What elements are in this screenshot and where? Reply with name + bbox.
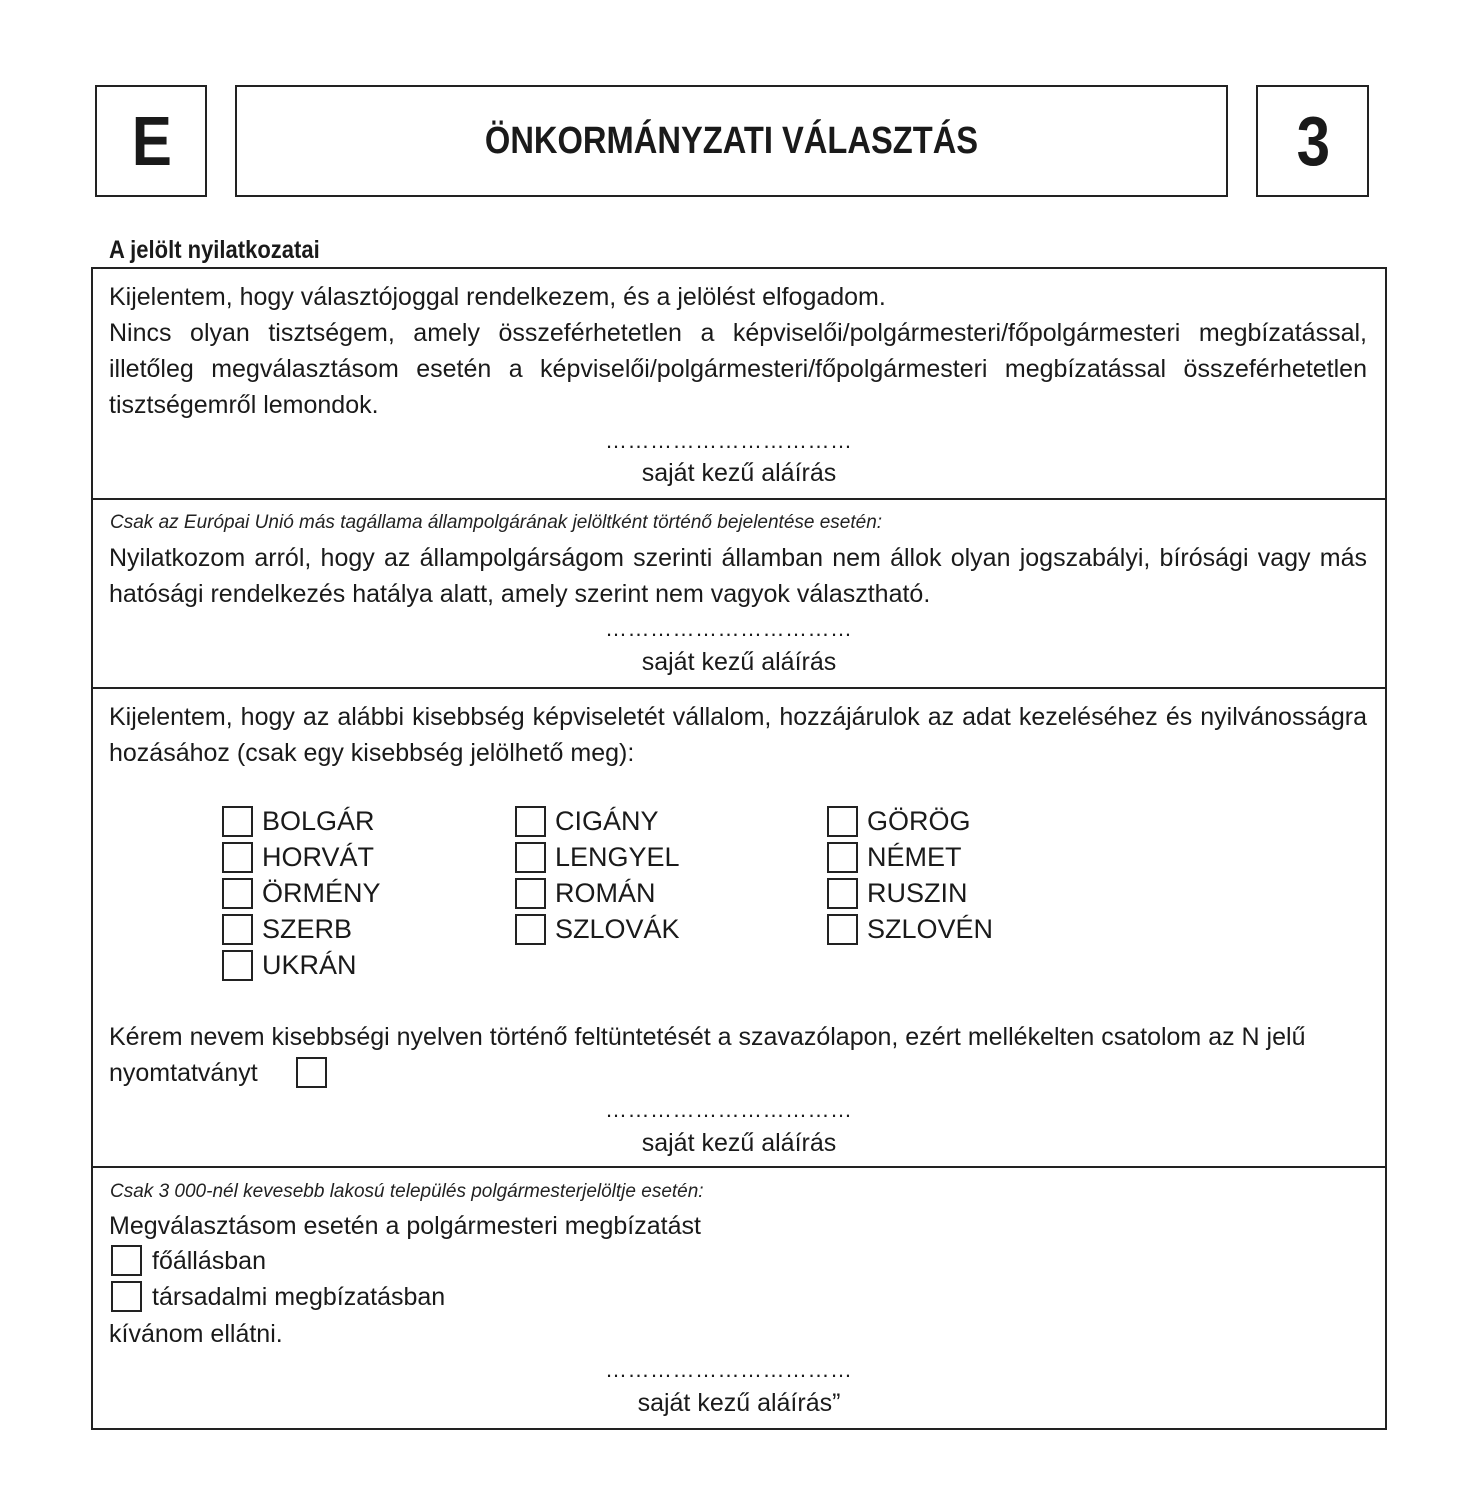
minority-label: GÖRÖG [867,806,971,836]
minority-checkbox-roman[interactable] [515,878,546,909]
minority-label: RUSZIN [867,878,968,908]
full-time-label: főállásban [152,1247,266,1275]
minority-label: SZLOVÉN [867,914,994,944]
minority-checkbox-cigany[interactable] [515,806,546,837]
form-title-box [235,85,1228,197]
minority-label: NÉMET [867,842,962,872]
minority-label: BOLGÁR [262,806,375,836]
minority-label: CIGÁNY [555,806,659,836]
minority-checkbox-nemet[interactable] [827,842,858,873]
form-letter-box [95,85,207,197]
minority-label: LENGYEL [555,842,680,872]
form-number-box [1256,85,1369,197]
minority-label: ROMÁN [555,878,656,908]
minority-label: HORVÁT [262,842,375,872]
honorary-checkbox[interactable] [111,1281,142,1312]
eu-citizen-statement: Nyilatkozom arról, hogy az állampolgárságom szerinti államban nem állok olyan jogszabályi, bírósági vagy más hatósági rendelkezés hatálya alatt, amely szerint nem vagyok választható. [109,544,1367,608]
eu-citizen-note: Csak az Európai Unió más tagállama állampolgárának jelöltként történő bejelentése esetén: [110,512,883,533]
minority-label: ÖRMÉNY [262,878,381,908]
minority-checkbox-ormeny[interactable] [222,878,253,909]
signature-label: saját kezű aláírás [641,459,837,487]
minority-checkbox-lengyel[interactable] [515,842,546,873]
minority-statement: Kijelentem, hogy az alábbi kisebbség képviseletét vállalom, hozzájárulok az adat kezeléséhez és nyilvánosságra hozásához (csak egy kisebbség jelölhető meg): [109,703,1367,767]
form-number: 3 [1296,102,1329,180]
signature-label: saját kezű aláírás” [637,1389,841,1417]
small-settlement-note: Csak 3 000-nél kevesebb lakosú település polgármesterjelöltje esetén: [110,1181,704,1202]
minority-label: SZLOVÁK [555,914,680,944]
divider [91,498,1387,500]
minority-label: SZERB [262,914,353,944]
form-letter: E [131,102,171,180]
n-form-attached-checkbox[interactable] [296,1057,327,1088]
signature-line[interactable]: …………………………… [605,616,853,641]
minority-checkbox-ruszin[interactable] [827,878,858,909]
signature-label: saját kezű aláírás [641,648,837,676]
section-heading: A jelölt nyilatkozatai [109,236,320,264]
signature-line[interactable]: …………………………… [605,428,853,453]
signature-line[interactable]: …………………………… [605,1357,853,1382]
signature-line[interactable]: …………………………… [605,1097,853,1122]
eligibility-statement: Kijelentem, hogy választójoggal rendelkezem, és a jelölést elfogadom. [109,283,886,311]
divider [91,1166,1387,1168]
minority-checkbox-horvat[interactable] [222,842,253,873]
minority-checkbox-szlovak[interactable] [515,914,546,945]
minority-label: UKRÁN [262,950,357,980]
form-title: ÖNKORMÁNYZATI VÁLASZTÁS [484,120,979,162]
minority-checkbox-szloven[interactable] [827,914,858,945]
signature-label: saját kezű aláírás [641,1129,837,1157]
mayor-mandate-intro: Megválasztásom esetén a polgármesteri megbízatást [109,1212,701,1240]
full-time-checkbox[interactable] [111,1245,142,1276]
minority-language-request-form: nyomtatványt [109,1059,258,1087]
minority-language-request: Kérem nevem kisebbségi nyelven történő feltüntetését a szavazólapon, ezért mellékelten csatolom az N jelű [109,1023,1306,1051]
mayor-mandate-closing: kívánom ellátni. [109,1320,283,1348]
divider [91,687,1387,689]
minority-checkbox-ukran[interactable] [222,950,253,981]
incompatibility-statement: Nincs olyan tisztségem, amely összeférhetetlen a képviselői/polgármesteri/főpolgármesteri megbízatással, illetőleg megválasztásom esetén a képviselői/polgármesteri/főpolgármesteri megbízatással összeférhetetlen tisztségemről lemondok. [109,319,1367,419]
minority-checkbox-bolgar[interactable] [222,806,253,837]
minority-checkbox-szerb[interactable] [222,914,253,945]
honorary-label: társadalmi megbízatásban [152,1283,446,1311]
minority-checkbox-gorog[interactable] [827,806,858,837]
